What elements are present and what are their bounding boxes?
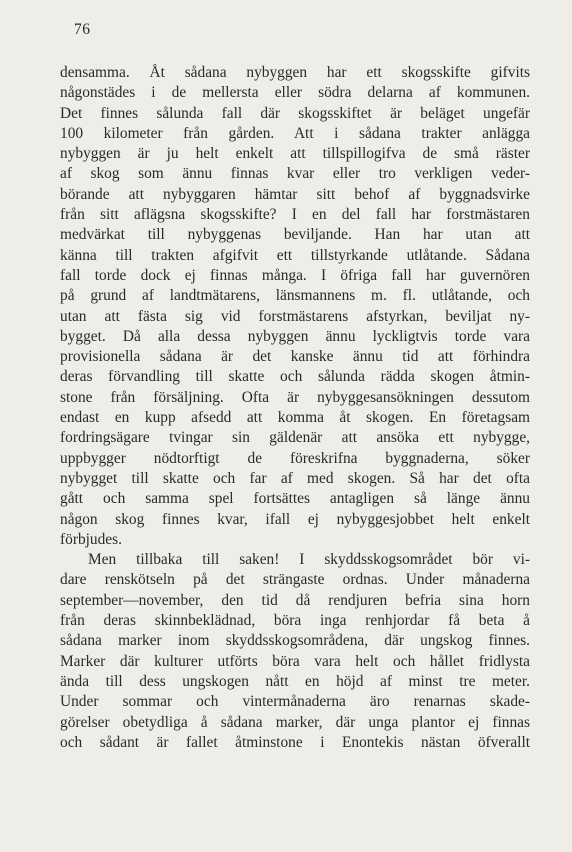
text-line: Under sommar och vintermånaderna äro renarnas skade- <box>60 693 530 711</box>
text-line: provisionella sådana är det kanske ännu tid att förhindra <box>60 348 530 366</box>
text-line: fordringsägare tvingar sin gäldenär att ansöka ett nybygge, <box>60 429 530 447</box>
text-line: 100 kilometer från gården. Att i sådana trakter anlägga <box>60 124 530 142</box>
text-line: bygget. Då alla dessa nybyggen ännu lyckligtvis torde vara <box>60 327 530 345</box>
text-line: densamma. Åt sådana nybyggen har ett skogsskifte gifvits <box>60 64 530 81</box>
text-line: dare renskötseln på det strängaste ordnas. Under månaderna <box>60 571 530 589</box>
text-line: nybyggen är ju helt enkelt att tillspillogifva de små räster <box>60 145 530 163</box>
text-line: september—november, den tid då rendjuren befria sina horn <box>60 591 530 609</box>
text-line: medvärkat till nybyggenas beviljande. Han har utan att <box>60 226 530 244</box>
text-line: nybygget till skatte och far af med skogen. Så har det ofta <box>60 469 530 487</box>
text-line: någon skog finnes kvar, ifall ej nybyggesjobbet helt enkelt <box>60 510 530 528</box>
text-line: Det finnes sålunda fall där skogsskiftet är beläget ungefär <box>60 104 530 122</box>
text-line: sådana marker inom skyddsskogsområdena, där ungskog finnes. <box>60 632 530 650</box>
text-line: ända till dess ungskogen nått en höjd af minst tre meter. <box>60 672 530 690</box>
text-line: af skog som ännu finnas kvar eller tro verkligen veder- <box>60 165 530 183</box>
text-line: uppbygger nödtorftigt de föreskrifna byggnaderna, söker <box>60 449 530 467</box>
text-line: gått och samma spel fortsättes antagligen så länge ännu <box>60 490 530 508</box>
text-line: och sådant är fallet åtminstone i Enontekis nästan öfverallt <box>60 733 530 751</box>
text-line: Marker där kulturer utförts böra vara helt och hållet fridlysta <box>60 652 530 670</box>
text-line: någonstädes i de mellersta eller södra delarna af kommunen. <box>60 84 530 102</box>
text-line: fall torde dock ej finnas många. I öfriga fall har guvernören <box>60 266 530 284</box>
text-line: utan att fästa sig vid forstmästarens afstyrkan, beviljat ny- <box>60 307 530 325</box>
text-line: från deras skinnbeklädnad, böra inga renhjordar få beta å <box>60 612 530 630</box>
body-text <box>60 63 530 753</box>
page-number: 76 <box>74 21 91 38</box>
text-line: känna till trakten afgifvit ett tillstyrkande utlåtande. Sådana <box>60 246 530 264</box>
text-line: på grund af landtmätarens, länsmannens m. fl. utlåtande, och <box>60 287 530 305</box>
text-line: förbjudes. <box>60 530 122 548</box>
text-line: stone från försäljning. Ofta är nybyggesansökningen dessutom <box>60 388 530 406</box>
text-line: Men tillbaka till saken! I skyddsskogsområdet bör vi- <box>88 551 530 569</box>
text-line: från sitt aflägsna skogsskifte? I en del fall har forstmästaren <box>60 206 530 224</box>
text-line: deras förvandling till skatte och sålunda rädda skogen åtmin- <box>60 368 530 386</box>
text-line: börande att nybyggaren hämtar sitt behof af byggnadsvirke <box>60 185 530 203</box>
text-line: endast en kupp afsedd att komma åt skogen. En företagsam <box>60 409 530 427</box>
text-line: görelser obetydliga å sådana marker, där unga plantor ej finnas <box>60 713 530 731</box>
